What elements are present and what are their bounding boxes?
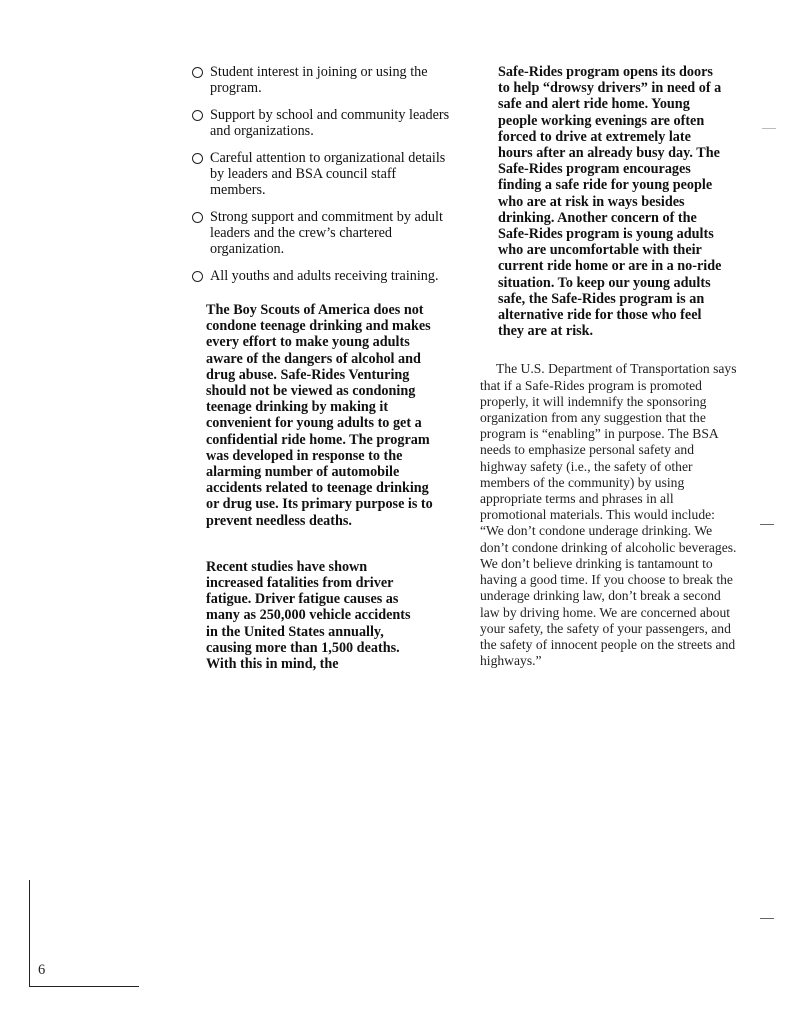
bullet-text: Student interest in joining or using the program. (210, 64, 428, 96)
bullet-text: All youths and adults receiving training. (210, 268, 439, 284)
circle-bullet-icon (192, 212, 203, 223)
bullet-text: Support by school and community leaders and organizations. (210, 107, 450, 139)
bullet-list (190, 64, 452, 284)
scan-mark (760, 524, 774, 525)
drowsy-drivers-paragraph: Safe-Rides program opens its doors to help “drowsy drivers” in need of a safe and alert ride home. Young people working evenings are often forced to drive at extremely late hours after an already busy day. The Safe-Rides program encourages finding a safe ride for young people who are at risk in ways besides drinking. Another concern of the Safe-Rides program is young adults who are uncomfortable with their current ride home or are in a no-ride situation. To keep our young adults safe, the Safe-Rides program is an alternative ride for those who feel they are at risk. (498, 64, 722, 340)
margin-rule (29, 880, 30, 986)
footer-rule (29, 986, 139, 987)
circle-bullet-icon (192, 271, 203, 282)
bullet-item (190, 209, 452, 257)
bullet-item (190, 64, 452, 96)
circle-bullet-icon (192, 110, 203, 121)
right-column (480, 64, 740, 669)
bullet-item (190, 150, 452, 198)
bullet-text: Careful attention to organizational details by leaders and BSA council staff members. (210, 150, 446, 198)
bullet-text: Strong support and commitment by adult leaders and the crew’s chartered organization. (210, 209, 443, 257)
circle-bullet-icon (192, 153, 203, 164)
dot-paragraph (480, 361, 738, 669)
bullet-item (190, 107, 452, 139)
dot-paragraph-text: The U.S. Department of Transportation says that if a Safe-Rides program is promoted properly, it will indemnify the sponsoring organization from any suggestion that the program is “enabling” in purpose. The BSA needs to emphasize personal safety and highway safety (i.e., the safety of other members of the community) by using appropriate terms and phrases in all promotional materials. This would include: “We don’t condone underage drinking. We don’t condone drinking of alcoholic beverages. We don’t believe drinking is tantamount to having a good time. If you choose to break the underage drinking law, don’t break a second law by driving home. We are concerned about your safety, the safety of your passengers, and the safety of innocent people on the streets and highways.” (480, 361, 737, 669)
driver-fatigue-paragraph: Recent studies have shown increased fatalities from driver fatigue. Driver fatigue causes as many as 250,000 vehicle accidents in the United States annually, causing more than 1,500 deaths. With this in mind, the (206, 558, 411, 673)
policy-paragraph: The Boy Scouts of America does not condone teenage drinking and makes every effort to make young adults aware of the dangers of alcohol and drug abuse. Safe-Rides Venturing should not be viewed as condoning teenage drinking by making it convenient for young adults to get a confidential ride home. The program was developed in response to the alarming number of automobile accidents related to teenage drinking or drug use. Its primary purpose is to prevent needless deaths. (206, 302, 433, 529)
circle-bullet-icon (192, 67, 203, 78)
scan-mark (762, 128, 776, 129)
bullet-item (190, 268, 452, 284)
page-number: 6 (38, 962, 46, 978)
left-column (190, 64, 452, 672)
scan-mark (760, 918, 774, 919)
